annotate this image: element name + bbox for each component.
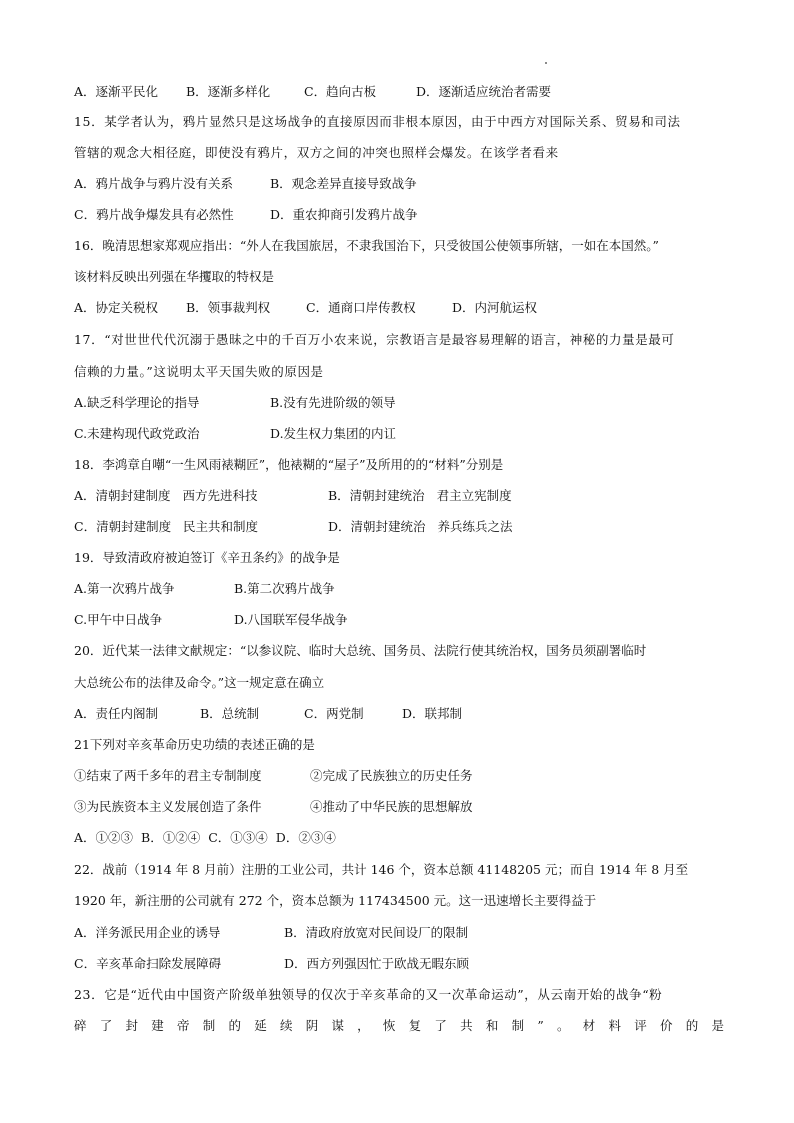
q20-option-c: C．两党制 <box>304 706 364 721</box>
q16-option-c: C．通商口岸传教权 <box>306 300 416 315</box>
q21-options <box>74 830 724 846</box>
q21-option-c: C．①③④ <box>208 830 268 845</box>
q18-option-b-1: B．清朝封建统治 <box>328 488 425 503</box>
q15-option-b: B．观念差异直接导致战争 <box>270 176 417 191</box>
q21-option-d: D．②③④ <box>275 830 336 845</box>
q19-options-row1 <box>74 581 724 597</box>
q22-stem-line2: 1920 年，新注册的公司就有 272 个，资本总额为 117434500 元。这一迅速增长主要得益于 <box>74 893 597 908</box>
q19-options-row2 <box>74 612 724 628</box>
q23-stem-line2: 碎了封建帝制的延续阴谋，恢复了共和制”。材料评价的是 <box>74 1018 724 1033</box>
scan-dot <box>545 62 547 64</box>
q23-stem-line1: 23．它是“近代由中国资产阶级单独领导的仅次于辛亥革命的又一次革命运动”，从云南开始的战争“粉 <box>74 987 663 1002</box>
q21-items-row1 <box>74 768 724 784</box>
q14-options <box>74 84 724 100</box>
q18-option-d-2: 养兵练兵之法 <box>437 519 513 534</box>
q18-options-row1 <box>74 488 724 504</box>
q19-option-d: D.八国联军侵华战争 <box>234 612 348 627</box>
q17-stem-line1: 17．“对世世代代沉溺于愚昧之中的千百万小农来说，宗教语言是最容易理解的语言，神秘的力量是最可 <box>74 332 675 347</box>
q16-option-d: D．内河航运权 <box>452 300 538 315</box>
q15-options-row2 <box>74 207 724 223</box>
q18-options-row2 <box>74 519 724 535</box>
q14-option-c: C．趋向古板 <box>304 84 377 99</box>
q17-stem-line2: 信赖的力量。”这说明太平天国失败的原因是 <box>74 364 324 379</box>
q22-option-c: C．辛亥革命扫除发展障碍 <box>74 956 222 971</box>
q17-option-a: A.缺乏科学理论的指导 <box>74 395 200 410</box>
q15-option-d: D．重农抑商引发鸦片战争 <box>270 207 418 222</box>
q18-option-a-2: 西方先进科技 <box>182 488 258 503</box>
q22-option-d: D．西方列强因忙于欧战无暇东顾 <box>284 956 470 971</box>
q14-option-a: A．逐渐平民化 <box>74 84 159 99</box>
q20-options <box>74 706 724 722</box>
q14-option-d: D．逐渐适应统治者需要 <box>416 84 552 99</box>
q17-option-b: B.没有先进阶级的领导 <box>270 395 396 410</box>
q18-option-d-1: D．清朝封建统治 <box>328 519 426 534</box>
q18-option-c-2: 民主共和制度 <box>183 519 259 534</box>
q17-options-row1 <box>74 395 724 411</box>
q18-option-a-1: A．清朝封建制度 <box>74 488 171 503</box>
q21-option-a: A．①②③ <box>74 830 134 845</box>
q22-options-row2 <box>74 956 724 972</box>
q21-option-b: B．①②④ <box>141 830 201 845</box>
q21-item-2: ②完成了民族独立的历史任务 <box>310 768 473 783</box>
q15-option-a: A．鸦片战争与鸦片没有关系 <box>74 176 234 191</box>
q15-options-row1 <box>74 176 724 192</box>
q21-stem: 21下列对辛亥革命历史功绩的表述正确的是 <box>74 737 315 752</box>
q22-stem-line1: 22．战前（1914 年 8 月前）注册的工业公司，共计 146 个，资本总额 41148205 元；而自 1914 年 8 月至 <box>74 862 689 877</box>
q22-options-row1 <box>74 925 724 941</box>
q15-stem-line2: 管辖的观念大相径庭，即使没有鸦片，双方之间的冲突也照样会爆发。在该学者看来 <box>74 145 559 160</box>
q19-option-a: A.第一次鸦片战争 <box>74 581 175 596</box>
q21-item-3: ③为民族资本主义发展创造了条件 <box>74 799 262 814</box>
q21-items-row2 <box>74 799 724 815</box>
q18-option-b-2: 君主立宪制度 <box>436 488 512 503</box>
q18-stem: 18．李鸿章自嘲“一生风雨裱糊匠”，他裱糊的“屋子”及所用的的“材料”分别是 <box>74 457 504 472</box>
q17-option-c: C.未建构现代政党政治 <box>74 426 200 441</box>
q16-stem-line2: 该材料反映出列强在华攫取的特权是 <box>74 269 275 284</box>
q22-option-a: A．洋务派民用企业的诱导 <box>74 925 221 940</box>
q17-option-d: D.发生权力集团的内讧 <box>270 426 397 441</box>
q20-option-a: A．责任内阁制 <box>74 706 159 721</box>
q19-stem: 19．导致清政府被迫签订《辛丑条约》的战争是 <box>74 550 340 565</box>
q19-option-b: B.第二次鸦片战争 <box>234 581 335 596</box>
q19-option-c: C.甲午中日战争 <box>74 612 163 627</box>
q20-option-d: D．联邦制 <box>402 706 463 721</box>
q16-stem-line1: 16．晚清思想家郑观应指出：“外人在我国旅居，不隶我国治下，只受彼国公使领事所辖，一如在本国然。” <box>74 238 659 253</box>
q15-stem-line1: 15．某学者认为，鸦片显然只是这场战争的直接原因而非根本原因，由于中西方对国际关系、贸易和司法 <box>74 114 681 129</box>
q22-option-b: B．清政府放宽对民间设厂的限制 <box>284 925 469 940</box>
q17-options-row2 <box>74 426 724 442</box>
q15-option-c: C．鸦片战争爆发具有必然性 <box>74 207 234 222</box>
q14-option-b: B．逐渐多样化 <box>186 84 271 99</box>
q20-stem-line1: 20．近代某一法律文献规定：“以参议院、临时大总统、国务员、法院行使其统治权，国务员须副署临时 <box>74 643 647 658</box>
q20-stem-line2: 大总统公布的法律及命令。”这一规定意在确立 <box>74 675 325 690</box>
q16-option-b: B．领事裁判权 <box>186 300 271 315</box>
q16-options <box>74 300 724 316</box>
q21-item-1: ①结束了两千多年的君主专制制度 <box>74 768 262 783</box>
q16-option-a: A．协定关税权 <box>74 300 159 315</box>
q18-option-c-1: C．清朝封建制度 <box>74 519 172 534</box>
q20-option-b: B．总统制 <box>200 706 260 721</box>
q21-item-4: ④推动了中华民族的思想解放 <box>310 799 473 814</box>
